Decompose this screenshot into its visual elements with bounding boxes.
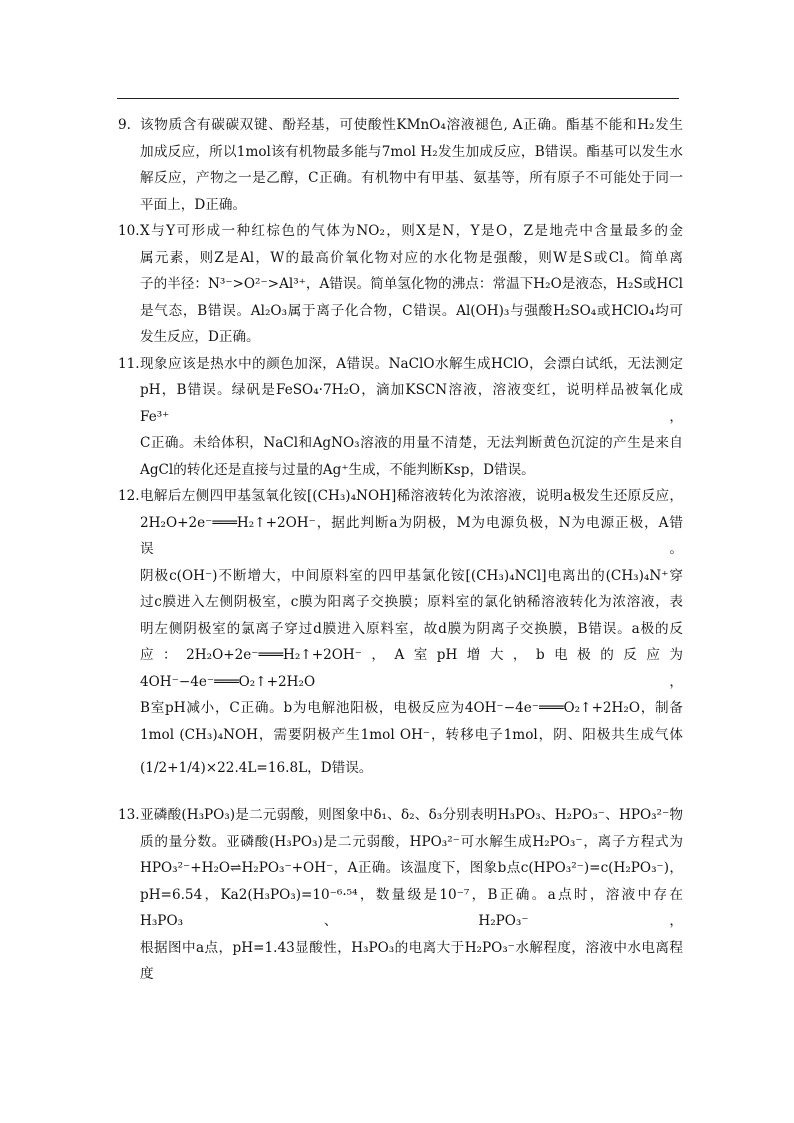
- text-line: HPO₃²⁻+H₂O⇌H₂PO₃⁻+OH⁻，A正确。该温度下，图象b点c(HPO₃²⁻)=c(H₂PO₃⁻)，: [140, 860, 683, 876]
- question-number: 13.: [118, 807, 140, 823]
- text-line: 加成反应，所以1mol该有机物最多能与7mol H₂发生加成反应，B错误。酯基可以发生水: [140, 143, 683, 160]
- text-line: 电解后左侧四甲基氢氧化铵[(CH₃)₄NOH]稀溶液转化为浓溶液，说明a极发生还原反应，: [140, 488, 683, 504]
- question-number: 10.: [118, 223, 140, 239]
- question-10: [118, 218, 683, 351]
- text-line: pH，B错误。绿矾是FeSO₄·7H₂O，滴加KSCN溶液，溶液变红，说明样品被氧化成Fe³⁺，: [140, 382, 683, 425]
- question-12: [118, 483, 683, 788]
- text-line: 应：2H₂O+2e⁻═══H₂↑+2OH⁻，A室pH增大，b电极的反应为4OH⁻−4e⁻═══O₂↑+2H₂O，: [140, 647, 683, 690]
- text-line: 该物质含有碳碳双键、酚羟基，可使酸性KMnO₄溶液褪色, A正确。酯基不能和H₂发生: [140, 117, 683, 133]
- text-line: 阴极c(OH⁻)不断增大，中间原料室的四甲基氯化铵[(CH₃)₄NCl]电离出的(CH₃)₄N⁺穿: [140, 567, 683, 584]
- question-9: [118, 112, 683, 218]
- question-number: 9.: [118, 117, 131, 133]
- text-line: 平面上，D正确。: [140, 196, 247, 213]
- text-line: 现象应该是热水中的颜色加深，A错误。NaClO水解生成HClO，会漂白试纸，无法测定: [140, 355, 683, 372]
- header-rule: [117, 98, 679, 99]
- text-line: X与Y可形成一种红棕色的气体为NO₂，则X是N，Y是O，Z是地壳中含量最多的金: [140, 223, 683, 239]
- text-line: 根据图中a点，pH=1.43显酸性，H₃PO₃的电离大于H₂PO₃⁻水解程度，溶液中水电离程度: [140, 939, 683, 982]
- question-11: [118, 351, 683, 484]
- text-line: 解反应，产物之一是乙醇，C正确。有机物中有甲基、氨基等，所有原子不可能处于同一: [140, 170, 683, 186]
- text-line: C正确。未给体积，NaCl和AgNO₃溶液的用量不清楚，无法判断黄色沉淀的产生是来自: [140, 435, 683, 451]
- text-line: 过c膜进入左侧阴极室，c膜为阳离子交换膜；原料室的氯化钠稀溶液转化为浓溶液，表: [140, 594, 683, 610]
- text-line: AgCl的转化还是直接与过量的Ag⁺生成，不能判断Ksp，D错误。: [140, 461, 535, 478]
- text-line: 是气态，B错误。Al₂O₃属于离子化合物，C错误。Al(OH)₃与强酸H₂SO₄或HClO₄均可: [140, 302, 683, 319]
- text-line: 子的半径：N³⁻>O²⁻>Al³⁺，A错误。简单氢化物的沸点：常温下H₂O是液态，H₂S或HCl: [140, 276, 683, 292]
- question-number: 12.: [118, 488, 140, 504]
- text-line: B室pH减小，C正确。b为电解池阳极，电极反应为4OH⁻−4e⁻═══O₂↑+2H₂O，制备: [140, 700, 683, 716]
- question-number: 11.: [118, 355, 140, 372]
- text-line: 2H₂O+2e⁻═══H₂↑+2OH⁻，据此判断a为阴极，M为电源负极，N为电源正极，A错误。: [140, 514, 683, 557]
- fraction-line: (1/2+1/4)×22.4L=16.8L，D错误。: [140, 759, 373, 776]
- answer-text: [118, 112, 683, 988]
- text-line: 属元素，则Z是Al，W的最高价氧化物对应的水化物是强酸，则W是S或Cl。简单离: [140, 249, 683, 266]
- text-line: 1mol (CH₃)₄NOH，需要阴极产生1mol OH⁻，转移电子1mol，阴、阳极共生成气体: [140, 726, 683, 743]
- text-line: pH=6.54，Ka2(H₃PO₃)=10⁻⁶·⁵⁴，数量级是10⁻⁷，B正确。a点时，溶液中存在H₃PO₃、H₂PO₃⁻，: [140, 886, 683, 929]
- text-line: 发生反应，D正确。: [140, 329, 260, 345]
- text-line: 明左侧阴极室的氯离子穿过d膜进入原料室，故d膜为阴离子交换膜，B错误。a极的反: [140, 620, 683, 637]
- question-13: [118, 802, 683, 988]
- text-line: 质的量分数。亚磷酸(H₃PO₃)是二元弱酸，HPO₃²⁻可水解生成H₂PO₃⁻，离子方程式为: [140, 833, 683, 850]
- text-line: 亚磷酸(H₃PO₃)是二元弱酸，则图象中δ₁、δ₂、δ₃分别表明H₃PO₃、H₂PO₃⁻、HPO₃²⁻物: [140, 807, 683, 823]
